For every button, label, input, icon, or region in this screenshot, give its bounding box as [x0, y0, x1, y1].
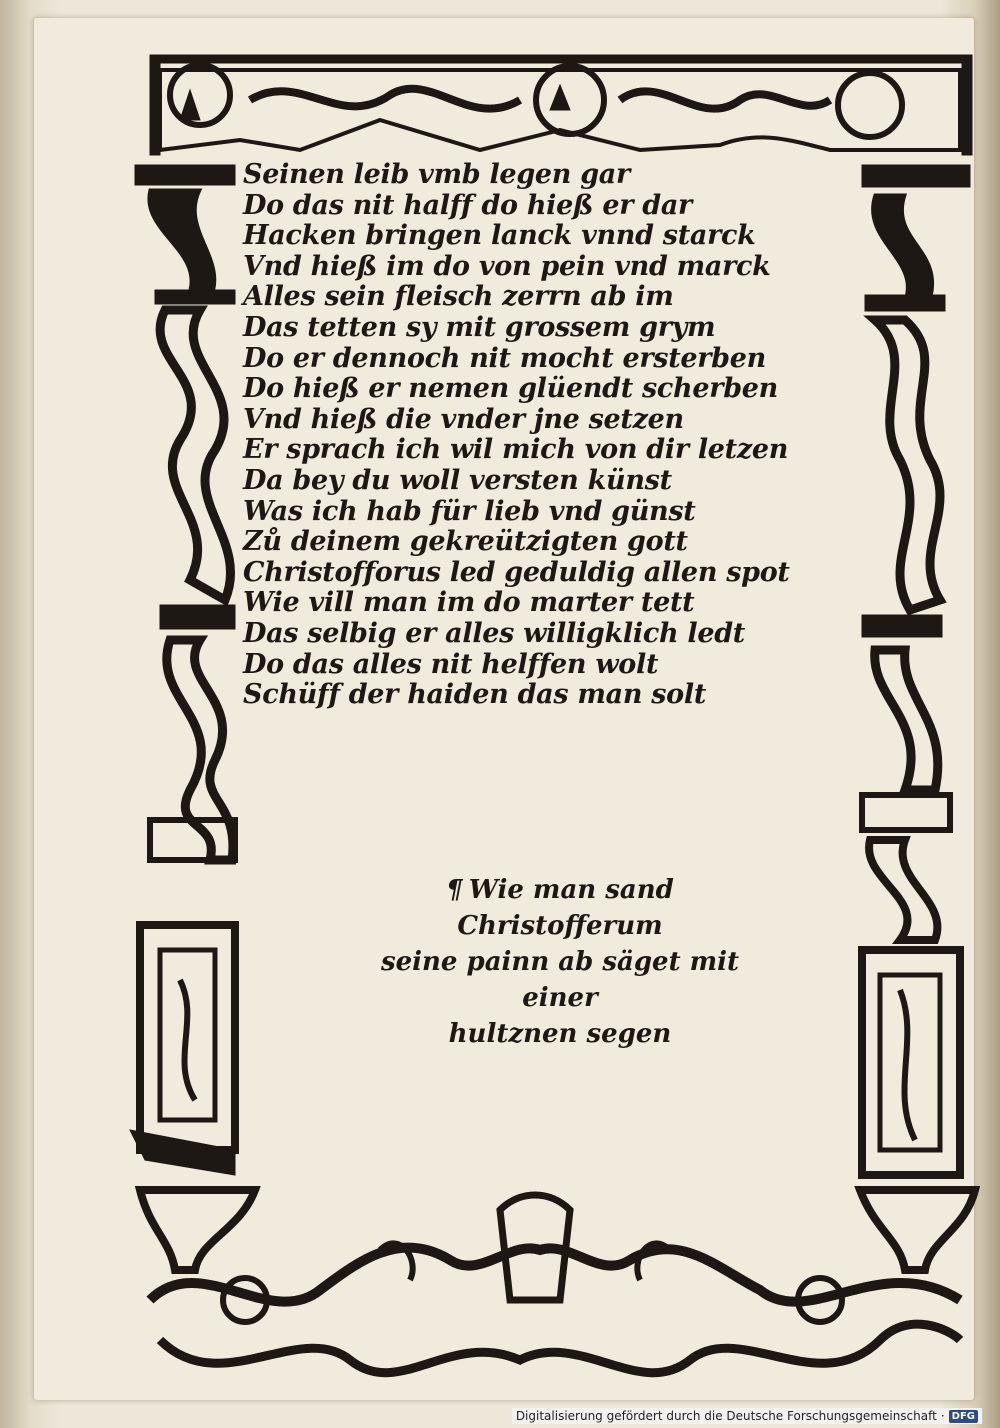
- verse-line: Do das alles nit helffen wolt: [243, 648, 659, 680]
- verse-line: Da bey du woll versten künst: [243, 464, 672, 496]
- heading-line-1: [340, 872, 780, 944]
- heading-line-2: seine painn ab säget mit einer: [380, 947, 740, 1013]
- dfg-logo-icon: DFG: [949, 1410, 978, 1423]
- verse-line: Das selbig er alles willigklich ledt: [243, 617, 745, 649]
- verse-line: Vnd hieß die vnder jne setzen: [243, 403, 684, 435]
- heading-line-3: hultznen segen: [448, 1019, 672, 1049]
- verse-line: Schüff der haiden das man solt: [243, 679, 706, 711]
- verse-line: Alles sein fleisch zerrn ab im: [243, 281, 674, 313]
- verse-line: Das tetten sy mit grossem grym: [243, 311, 716, 343]
- credit-text: Digitalisierung gefördert durch die Deutsche Forschungsgemeinschaft: [515, 1409, 937, 1423]
- verse-line: Vnd hieß im do von pein vnd marck: [243, 250, 771, 282]
- verse-line: Christofforus led geduldig allen spot: [243, 556, 790, 588]
- verse-block: [243, 160, 843, 711]
- verse-line: Er sprach ich wil mich von dir letzen: [243, 434, 789, 466]
- verse-line: Was ich hab für lieb vnd günst: [243, 495, 696, 527]
- verse-line: Zů deinem gekreützigten gott: [243, 526, 688, 558]
- separator: ·: [940, 1409, 945, 1423]
- verse-line: Wie vill man im do marter tett: [243, 587, 695, 619]
- digitization-credit: [512, 1408, 982, 1424]
- verse-line: Do das nit halff do hieß er dar: [243, 189, 692, 221]
- pilcrow-icon: ¶: [446, 875, 463, 905]
- verse-line: Hacken bringen lanck vnnd starck: [243, 220, 756, 252]
- verse-line: Do hieß er nemen glüendt scherben: [243, 373, 778, 405]
- verse-line: Do er dennoch nit mocht ersterben: [243, 342, 766, 374]
- verse-line: Seinen leib vmb legen gar: [243, 159, 630, 190]
- section-heading: [340, 872, 780, 1052]
- heading-text-1: Wie man sand Christofferum: [457, 875, 674, 941]
